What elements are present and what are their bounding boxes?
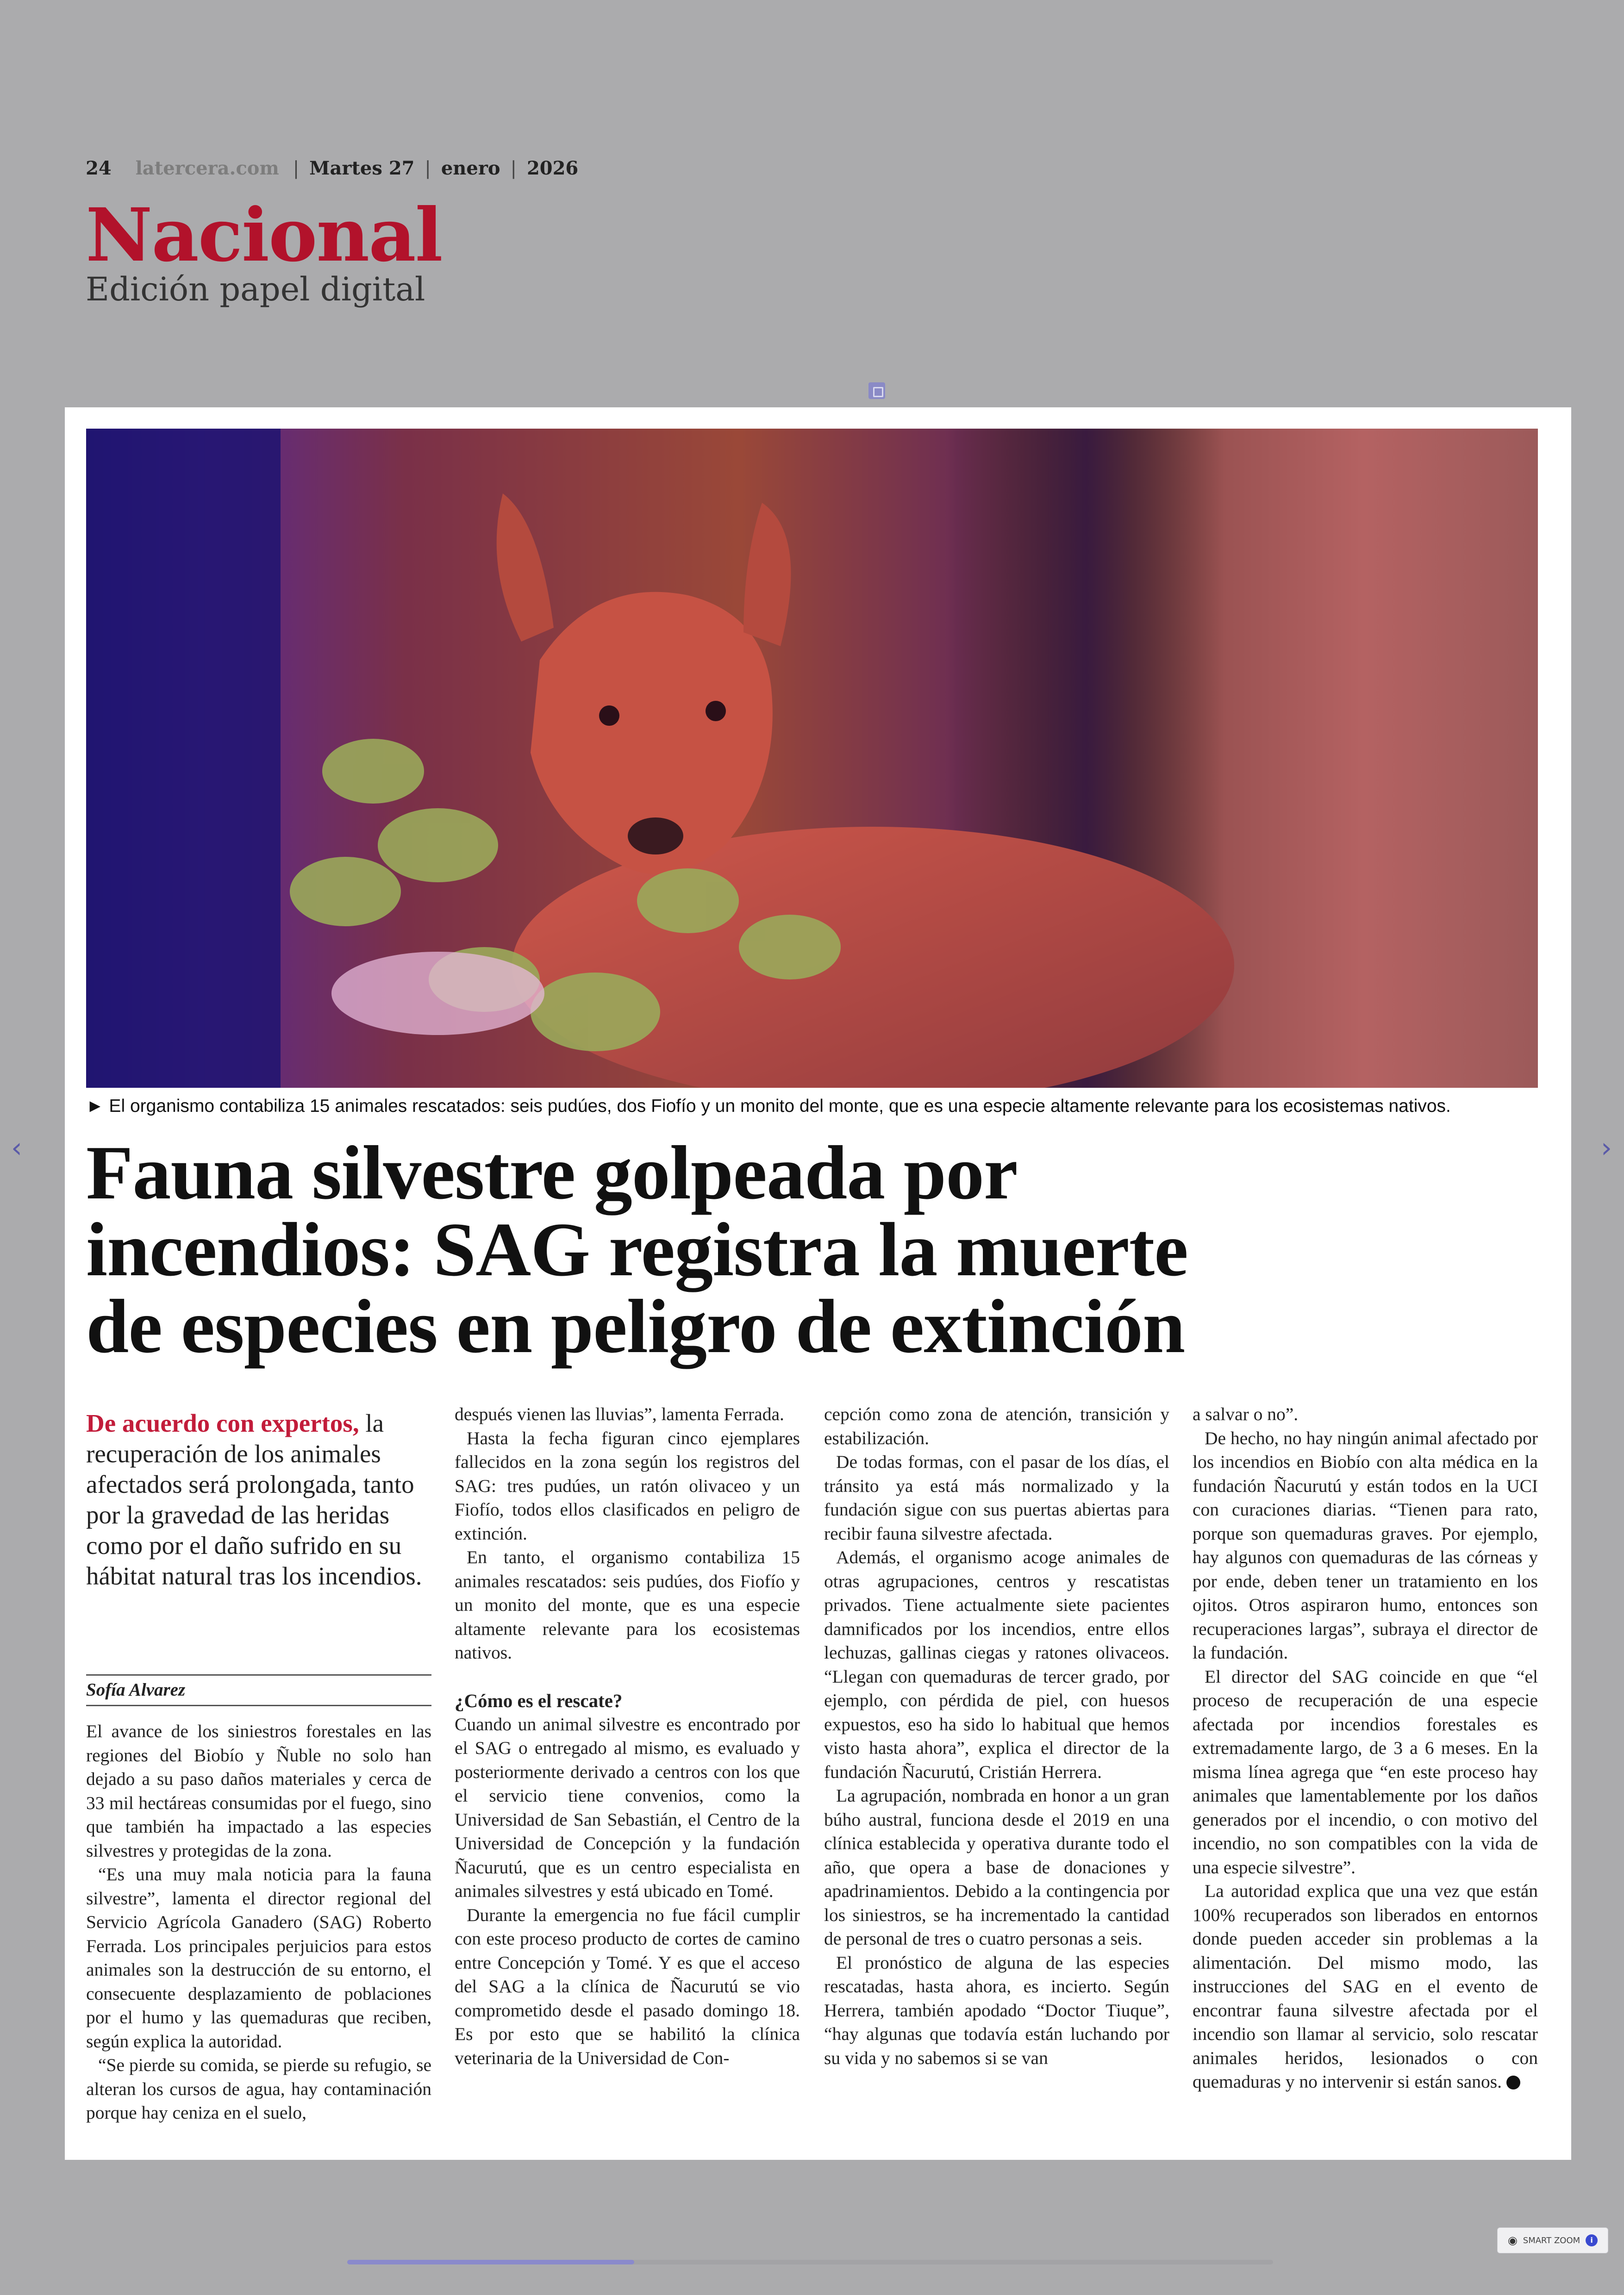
paragraph: después vienen las lluvias”, lamenta Ferrada. [455,1404,784,1424]
article-column-1 [86,1720,431,2125]
paragraph: Además, el organismo acoge animales de otras agrupaciones, centros y rescatistas privados. Tiene actualmente siete pacientes damnificados por los incendios, entre ellos lechuzas, gallinas ciegas y ratones olivaceos. “Llegan con quemaduras de tercer grado, por ejemplo, con pérdida de piel, con huesos expuestos, eso ha sido lo habitual que hemos visto hasta ahora”, explica el director de la fundación Ñacurutú, Cristián Herrera. [824,1547,1169,1782]
photo-caption: ► El organismo contabiliza 15 animales rescatados: seis pudúes, dos Fiofío y un monito del monte, que es una especie altamente relevante para los ecosistemas nativos. [86,1096,1451,1116]
byline: Sofía Alvarez [86,1680,186,1700]
article-column-4 [1193,1403,1538,2094]
eye-icon: ◉ [1507,2234,1518,2247]
paragraph: “Es una muy mala noticia para la fauna silvestre”, lamenta el director regional del Servicio Agrícola Ganadero (SAG) Roberto Ferrada. Los principales perjuicios para estos animales son la destrucción de su entorno, el consecuente desplazamiento de poblaciones por el humo y las quemaduras que reciben, según explica la autoridad. [86,1864,431,2052]
article-lede [86,1408,431,1591]
page-number: 24 [86,157,112,179]
paragraph: Cuando un animal silvestre es encontrado por el SAG o entregado al mismo, es evaluado y posteriormente derivado a centros con los que el servicio tiene convenios, como la Universidad de San Sebastián, el Centro de la Universidad de Concepción y la fundación Ñacurutú, que es un centro especialista en animales silvestres y está ubicado en Tomé. [455,1714,800,1901]
prev-page-button[interactable] [3,1129,31,1166]
smart-zoom-button[interactable] [1497,2227,1608,2253]
pudu-photo-illustration [86,429,1538,1088]
article-headline [86,1130,1538,1369]
smart-zoom-label: SMART ZOOM [1523,2235,1580,2245]
paragraph: La agrupación, nombrada en honor a un gran búho austral, funciona desde el 2019 en una clínica establecida y operativa durante todo el año, que opera a base de donaciones y apadrinamientos. Debido a la contingencia por los siniestros, se ha incrementado la cantidad de personal de tres o cuatro personas a seis. [824,1785,1169,1949]
chevron-right-icon: › [1601,1132,1612,1164]
site-name: latercera.com [135,157,279,179]
lede-text: la recuperación de los animales afectados será prolongada, tanto por la gravedad de las heridas como por el daño sufrido en su hábitat natural tras los incendios. [86,1409,422,1590]
page-marker-icon[interactable] [868,382,885,399]
paragraph: En tanto, el organismo contabiliza 15 animales rescatados: seis pudúes, dos Fiofío y un monito del monte, que es una especie altamente relevante para los ecosistemas nativos. [455,1547,800,1663]
paragraph: El avance de los siniestros forestales en las regiones del Biobío y Ñuble no solo han dejado a su paso daños materiales y cerca de 33 mil hectáreas consumidas por el fuego, sino que también ha impactado a las especies silvestres y protegidas de la zona. [86,1721,431,1861]
date-month: enero [441,157,500,179]
lede-lead: De acuerdo con expertos, [86,1409,359,1437]
edition-subtitle: Edición papel digital [86,270,425,308]
section-title: Nacional [86,193,442,278]
paragraph: “Se pierde su comida, se pierde su refugio, se alteran los cursos de agua, hay contaminación porque hay ceniza en el suelo, [86,2055,431,2123]
paragraph: Hasta la fecha figuran cinco ejemplares fallecidos en la zona según los registros del SAG: tres pudúes, un ratón olivaceo y un Fiofío, todos ellos clasificados en peligro de extinción. [455,1428,800,1544]
article-column-2 [455,1403,800,2070]
paragraph: Durante la emergencia no fue fácil cumplir con este proceso producto de cortes de camino entre Concepción y Tomé. Y es que el acceso del SAG a la clínica de Ñacurutú se vio comprometido desde el pasado domingo 18. Es por esto que se habilitó la clínica veterinaria de la Universidad de Con- [455,1904,800,2068]
chevron-left-icon: ‹ [11,1132,22,1164]
headline-line: de especies en peligro de extinción [86,1284,1185,1369]
paragraph-last [1193,1879,1538,2094]
page-scrollbar[interactable] [347,2260,1273,2264]
paragraph: De todas formas, con el pasar de los días, el tránsito ya está más normalizado y la fundación sigue con sus puertas abiertas para recibir fauna silvestre afectada. [824,1452,1169,1544]
subheading: ¿Cómo es el rescate? [455,1690,623,1711]
paragraph: a salvar o no”. [1193,1404,1299,1424]
info-icon: i [1586,2234,1598,2246]
paragraph: De hecho, no hay ningún animal afectado por los incendios en Biobío con alta médica en la fundación Ñacurutú y están todos en la UCI con curaciones diarias. “Tienen para rato, porque son quemaduras graves. Por ejemplo, hay algunos con quemaduras de las córneas y por ende, deben tener un tratamiento en los ojitos. Otros aspiraron humo, entonces son recuperaciones largas”, subraya el director de la fundación. [1193,1428,1538,1663]
newspaper-page [65,407,1571,2160]
article-column-3 [824,1403,1169,2070]
date-year: 2026 [526,157,579,179]
page-header: 24 latercera.com | Martes 27 | enero | 2026 [86,157,579,179]
paragraph: El director del SAG coincide en que “el proceso de recuperación de una especie afectada por incendios forestales es extremadamente largo, de 3 a 6 meses. En la misma línea agrega que “en este proceso hay animales que lamentablemente por los daños generados por el incendio, o con motivo del incendio, no son compatibles con la vida de una especie silvestre”. [1193,1666,1538,1877]
paragraph-text: La autoridad explica que una vez que están 100% recuperados son liberados en entornos donde pueden acceder sin problemas a la alimentación. Del mismo modo, las instrucciones del SAG en el evento de encontrar fauna silvestre afectada por el incendio son llamar al servicio, solo rescatar animales heridos, lesionados o con quemaduras y no intervenir si están sanos. [1193,1881,1538,2092]
headline-line: Fauna silvestre golpeada por [86,1130,1018,1215]
paragraph: El pronóstico de alguna de las especies rescatadas, hasta ahora, es incierto. Según Herrera, también apodado “Doctor Tiuque”, “hay algunas que todavía están luchando por su vida y no sabemos si se van [824,1952,1169,2068]
scrollbar-thumb[interactable] [347,2260,634,2264]
paragraph: cepción como zona de atención, transición y estabilización. [824,1404,1169,1448]
byline-box [86,1674,431,1706]
next-page-button[interactable] [1593,1129,1620,1166]
article-photo [86,429,1538,1088]
end-mark-icon [1506,2076,1520,2089]
headline-line: incendios: SAG registra la muerte [86,1207,1188,1292]
date-day: Martes 27 [309,157,415,179]
